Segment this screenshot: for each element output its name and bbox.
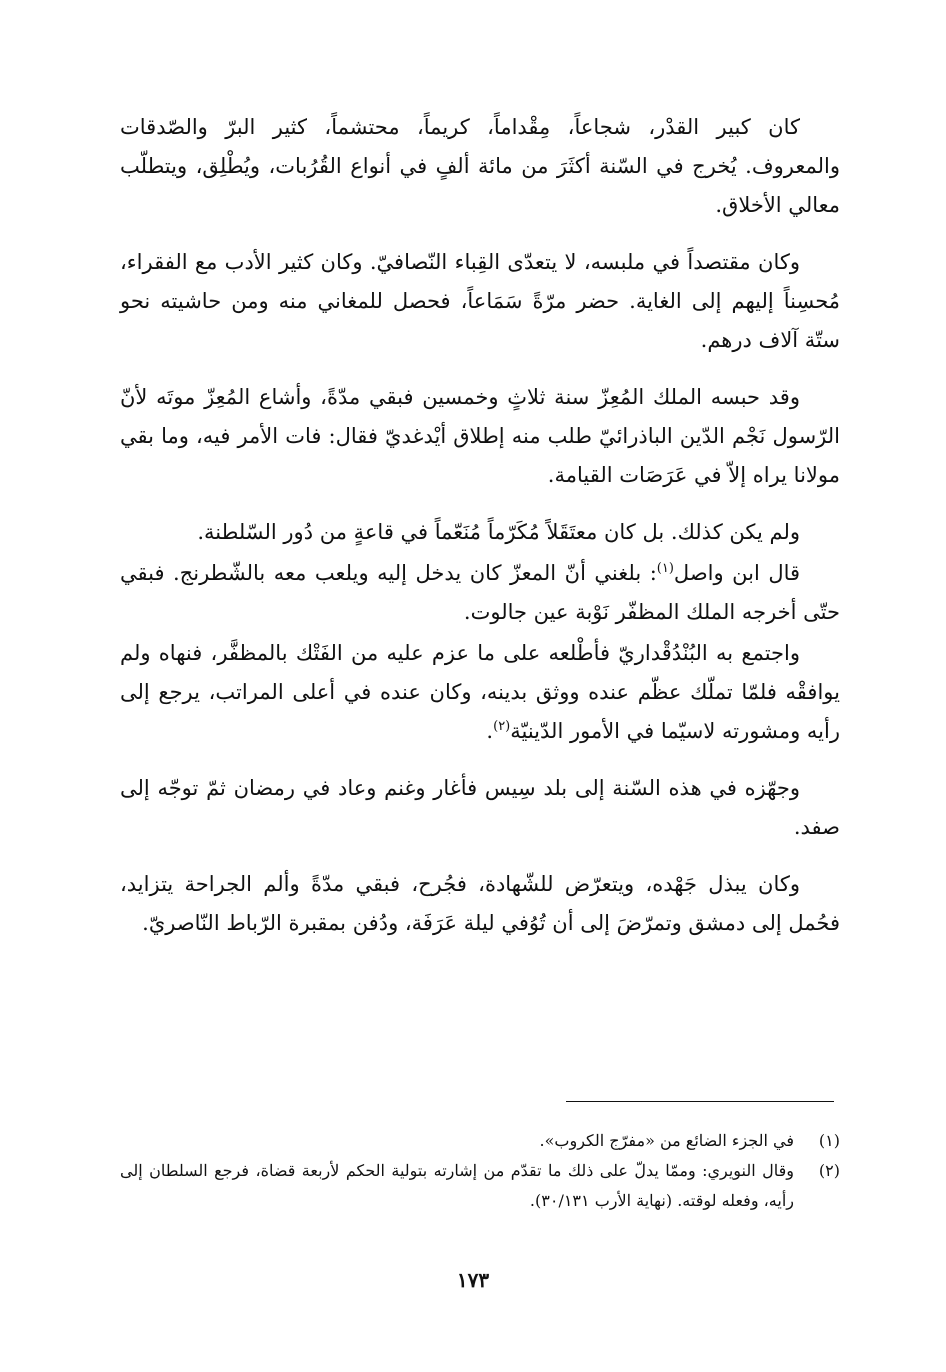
footnote-separator — [566, 1101, 834, 1102]
footnote-2-text: وقال النويري: وممّا يدلّ على ذلك ما تقدّم من إشارته بتولية الحكم لأربعة قضاة، فرجع السلطان إلى رأيه، وفعله لوقته. (نهاية الأرب ٣٠/١٣١). — [120, 1161, 794, 1210]
footnote-1-number: (١) — [818, 1131, 840, 1150]
footnote-1-text: في الجزء الضائع من «مفرّج الكروب». — [539, 1131, 794, 1150]
paragraph-5-text-b: : بلغني أنّ المعزّ كان يدخل إليه ويلعب معه بالشّطرنج. فبقي حتّى أخرجه الملك المظفّر نَوْبة عين جالوت. — [120, 561, 840, 624]
paragraph-4: ولم يكن كذلك. بل كان معتَقَلاً مُكَرّماً مُنَعّماً في قاعةٍ من دُور السّلطنة. — [197, 520, 800, 544]
footnote-1 — [120, 1126, 840, 1156]
paragraph-6-text-a: واجتمع به البُنْدُقْداريّ فأطْلعه على ما عزم عليه من الفَتْك بالمظفَّر، فنهاه ولم يوافقْه فلمّا تملّك عظّم عنده ووثق بدينه، وكان عنده في أعلى المراتب، يرجع إلى رأيه ومشورته لاسيّما في الأمور الدّينيّة — [120, 641, 840, 743]
main-text — [120, 108, 840, 961]
paragraph-2: وكان مقتصداً في ملبسه، لا يتعدّى القِباء النّصافيّ. وكان كثير الأدب مع الفقراء، مُحسِناً إليهم إلى الغاية. حضر مرّةً سَمَاعاً، فحصل للمغاني منه ومن حاشيته نحو ستّة آلاف درهم. — [120, 250, 840, 352]
footnote-2-number: (٢) — [818, 1161, 840, 1180]
paragraph-5-text-a: قال ابن واصل — [673, 561, 801, 585]
footnote-ref-2: (٢) — [493, 719, 511, 734]
footnote-2 — [120, 1156, 840, 1216]
paragraph-1: كان كبير القدْر، شجاعاً، مِقْداماً، كريماً، محتشماً، كثير البرّ والصّدقات والمعروف. يُخرج في السّنة أكثَرَ من مائة ألفٍ في أنواع القُرُبات، ويُطْلِق، ويتطلّب معالي الأخلاق. — [120, 115, 840, 217]
paragraph-7: وجهّزه في هذه السّنة إلى بلد سِيس فأغار وغنم وعاد في رمضان ثمّ توجّه إلى صفد. — [120, 776, 840, 839]
footnotes — [120, 1126, 840, 1216]
paragraph-6 — [120, 634, 840, 751]
paragraph-8: وكان يبذل جَهْده، ويتعرّض للشّهادة، فجُرح، فبقي مدّةً وألم الجراحة يتزايد، فحُمل إلى دمشق وتمرّضَ إلى أن تُوُفي ليلة عَرَفَة، ودُفن بمقبرة الرّباط النّاصريّ. — [120, 872, 840, 935]
footnote-ref-1: (١) — [656, 561, 674, 576]
page-number: ١٧٣ — [456, 1268, 490, 1292]
paragraph-5 — [120, 554, 840, 632]
paragraph-6-text-b: . — [486, 719, 494, 743]
paragraph-3: وقد حبسه الملك المُعِزّ سنة ثلاثٍ وخمسين فبقي مدّةً، وأشاع المُعِزّ موتَه لأنّ الرّسول نَجْم الدّين الباذرائيّ طلب منه إطلاق أيْدغديّ فقال: فات الأمر فيه، وما بقي مولانا يراه إلاّ في عَرَصَات القيامة. — [120, 385, 840, 487]
